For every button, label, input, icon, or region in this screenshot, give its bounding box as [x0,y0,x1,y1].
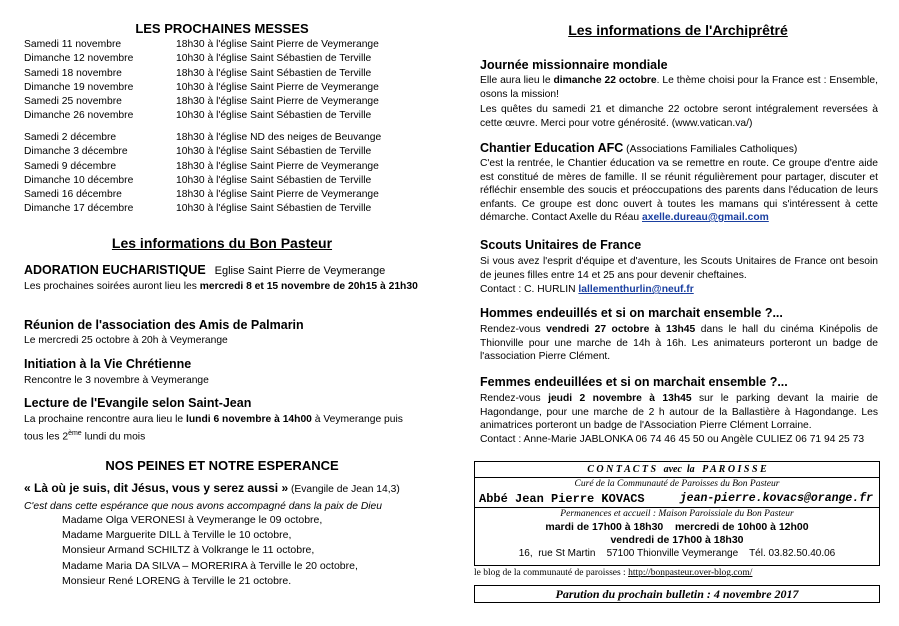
adoration-title: ADORATION EUCHARISTIQUE [24,263,206,277]
mass-info: 18h30 à l'église ND des neiges de Beuvange [176,132,382,143]
abbe-name: Abbé Jean Pierre KOVACS [479,492,645,506]
adoration-text: Les prochaines soirées auront lieu les mercredi 8 et 15 novembre de 20h15 à 21h30 [24,281,418,292]
masses-table-december [24,131,381,217]
blog-link[interactable]: http://bonpasteur.over-blog.com/ [628,568,753,578]
mass-row [24,109,379,123]
mass-info: 10h30 à l'église Saint Sébastien de Terville [176,203,372,215]
mass-day: Samedi 25 novembre [24,96,122,108]
cure-text: Curé de la Communauté de Paroisses du Bon Pasteur [574,479,780,489]
hours-line-2: vendredi de 17h00 à 18h30 [610,534,744,546]
deceased-list [62,513,358,589]
mass-day: Samedi 18 novembre [24,67,122,79]
initiation-text: Rencontre le 3 novembre à Veymerange [24,375,209,386]
mass-info: 10h30 à l'église Saint Sébastien de Terville [176,110,372,122]
mass-row [24,188,381,202]
mass-info: 18h30 à l'église Saint Pierre de Veymerange [176,39,379,50]
lecture-text: La prochaine rencontre aura lieu le lundi 6 novembre à 14h00 à Veymerange puis tous les 2ème lundi du mois [24,414,403,442]
mass-row [24,145,381,159]
femmes-title: Femmes endeuillées et si on marchait ensemble ?... [480,375,788,389]
mass-info: 10h30 à l'église Saint Pierre de Veymerange [176,81,379,93]
mass-row [24,174,381,188]
mass-row [24,160,381,174]
mass-day: Dimanche 3 décembre [24,146,128,158]
deceased-item: Monsieur Armand SCHILTZ à Volkrange le 11 octobre, [62,544,315,557]
deceased-item: Madame Olga VERONESI à Veymerange le 09 octobre, [62,514,323,526]
afc-text: C'est la rentrée, le Chantier éducation va se remettre en route. Ce groupe d'entre aide est constitué de mères de famille. Il se réunit régulièrement pour partager, discuter et réfléchir ensemble des soucis et préoccupations des parents dans l'éducation de leurs enfants. Ce groupe est donc ouvert à toutes les mamans qui s'intéressent à cette démarche. Contact Axelle du Réau axelle.dureau@gmail.com [480,158,878,223]
mass-row [24,52,379,66]
deceased-item: Madame Maria DA SILVA – MORERIRA à Terville le 20 octobre, [62,559,358,572]
mass-row [24,67,379,81]
blog-line: le blog de la communauté de paroisses : http://bonpasteur.over-blog.com/ [474,568,753,578]
deceased-item: Monsieur René LORENG à Terville le 21 octobre. [62,574,292,587]
contacts-title: C O N T A C T S avec la P A R O I S S E [587,464,767,475]
mass-info: 10h30 à l'église Saint Sébastien de Terville [176,53,372,65]
mass-row [24,95,379,109]
hommes-title: Hommes endeuillés et si on marchait ensemble ?... [480,306,783,320]
peines-title: NOS PEINES ET NOTRE ESPERANCE [105,458,339,473]
scouts-contact: Contact : C. HURLIN lallementhurlin@neuf.fr [480,284,694,295]
mass-day: Dimanche 26 novembre [24,110,134,122]
mass-info: 18h30 à l'église Saint Pierre de Veymerange [176,189,379,201]
mass-day: Samedi 2 décembre [24,132,117,143]
mass-row [24,202,381,216]
mission-text-2: Les quêtes du samedi 21 et dimanche 22 octobre seront intégralement reversées à cette œuvre. Merci pour votre générosité. (www.vatican.va/) [480,104,878,129]
parution-box: Parution du prochain bulletin : 4 novembre 2017 [474,585,880,603]
deceased-item: Madame Marguerite DILL à Terville le 10 octobre, [62,529,292,542]
mass-row [24,81,379,95]
mass-info: 18h30 à l'église Saint Sébastien de Terville [176,67,372,79]
mass-info: 18h30 à l'église Saint Pierre de Veymerange [176,96,379,108]
hommes-text: Rendez-vous vendredi 27 octobre à 13h45 dans le hall du cinéma Kinépolis de Thionville pour une marche de 14h à 16h. Les animateurs porteront un badge de l'association Pierre Clément. [480,324,878,362]
mass-day: Dimanche 17 décembre [24,203,134,215]
scouts-email-link[interactable]: lallementhurlin@neuf.fr [578,284,694,295]
address-text: 16, rue St Martin 57100 Thionville Veymerange Tél. 03.82.50.40.06 [518,548,836,559]
femmes-contact: Contact : Anne-Marie JABLONKA 06 74 46 45 50 ou Angèle CULIEZ 06 71 94 25 73 [480,434,865,445]
mass-info: 18h30 à l'église Saint Pierre de Veymerange [176,160,379,172]
bon-pasteur-title: Les informations du Bon Pasteur [111,235,333,251]
mission-text-1: Elle aura lieu le dimanche 22 octobre. Le thème choisi pour la France est : Ensemble, osons la mission! [480,75,879,100]
palmarin-text: Le mercredi 25 octobre à 20h à Veymerange [24,335,228,346]
mass-day: Samedi 16 décembre [24,189,122,201]
masses-table-november [24,38,379,124]
mass-row [24,38,379,52]
femmes-text: Rendez-vous jeudi 2 novembre à 13h45 sur le parking devant la mairie de Hagondange, pour une marche de 2 h autour de la Ballastière à Hagondange. Les animatrices porteront un badge de l'Association Pierre Clément Lorraine. [480,393,878,431]
mass-day: Samedi 11 novembre [24,39,122,50]
hours-line-1: mardi de 17h00 à 18h30 mercredi de 10h00 à 12h00 [545,521,809,533]
adoration-place: Eglise Saint Pierre de Veymerange [214,265,386,277]
mass-info: 10h30 à l'église Saint Sébastien de Terville [176,174,372,186]
contacts-box [474,461,880,566]
permanences-text: Permanences et accueil : Maison Paroissiale du Bon Pasteur [560,509,794,519]
mission-title: Journée missionnaire mondiale [480,58,668,72]
abbe-email[interactable]: jean-pierre.kovacs@orange.fr [679,492,873,505]
mass-info: 10h30 à l'église Saint Sébastien de Terville [176,146,372,158]
mass-day: Dimanche 10 décembre [24,174,134,186]
mass-row [24,131,381,145]
archipretre-title: Les informations de l'Archiprêtré [568,22,788,38]
scouts-title: Scouts Unitaires de France [480,238,642,252]
lecture-title: Lecture de l'Evangile selon Saint-Jean [24,396,252,410]
afc-heading: Chantier Education AFC (Associations Familiales Catholiques) [480,141,798,155]
esperance-text: C'est dans cette espérance que nous avons accompagné dans la paix de Dieu [24,501,383,512]
scouts-text: Si vous avez l'esprit d'équipe et d'aventure, les Scouts Unitaires de France ont besoin de jeunes filles entre 14 et 25 ans pour devenir cheftaines. [480,256,878,281]
masses-title: LES PROCHAINES MESSES [135,21,309,36]
quote: « Là où je suis, dit Jésus, vous y serez aussi » (Evangile de Jean 14,3) [24,481,400,495]
palmarin-title: Réunion de l'association des Amis de Palmarin [24,318,304,332]
initiation-title: Initiation à la Vie Chrétienne [24,357,192,371]
adoration-heading [24,263,424,277]
afc-email-link[interactable]: axelle.dureau@gmail.com [642,212,769,223]
mass-day: Samedi 9 décembre [24,160,117,172]
mass-day: Dimanche 19 novembre [24,81,134,93]
mass-day: Dimanche 12 novembre [24,53,134,65]
